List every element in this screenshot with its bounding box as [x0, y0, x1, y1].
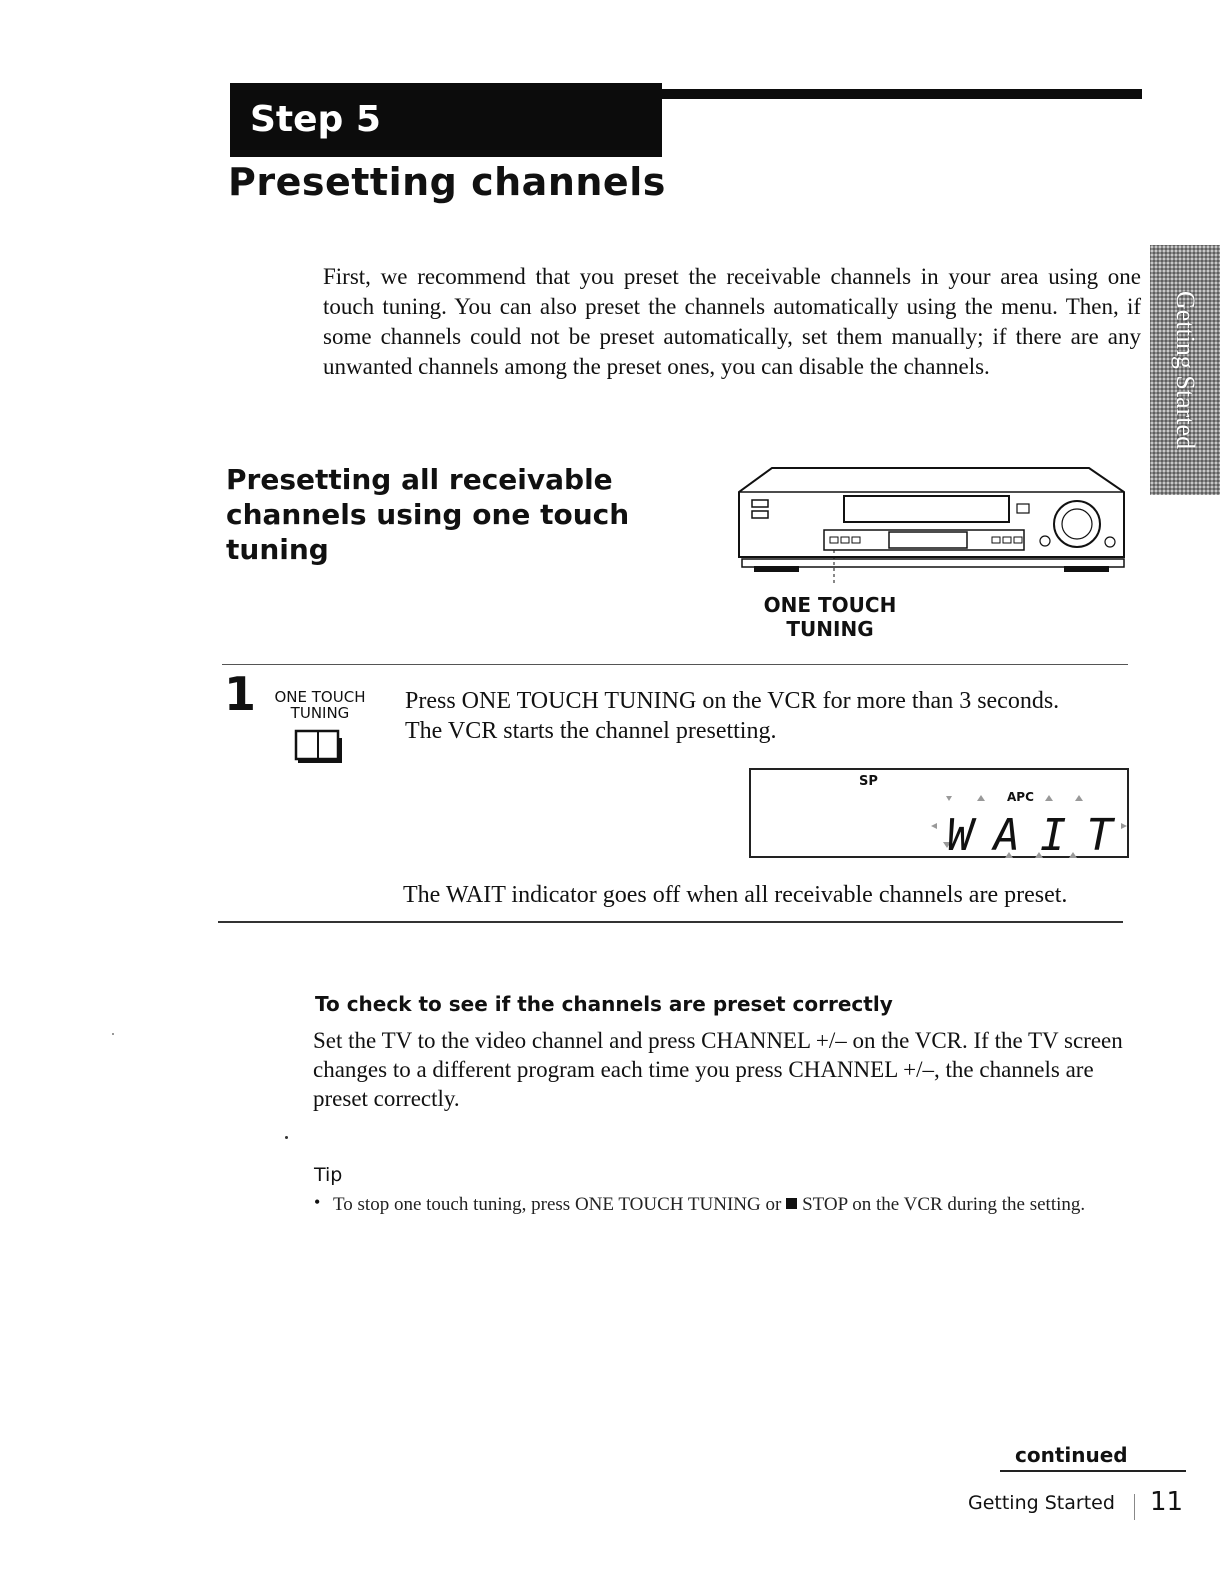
stop-square-icon	[786, 1198, 797, 1209]
display-mode-label: SP	[859, 774, 878, 789]
page-number: 11	[1150, 1487, 1184, 1517]
tip-heading: Tip	[314, 1164, 343, 1186]
page-title: Presetting channels	[228, 160, 666, 204]
intro-paragraph: First, we recommend that you preset the receivable channels in your area using one touch tuning. You can also preset the channels automatically using the menu. Then, if some channels could not be preset automatically, set them manually; if there are any unwanted channels among the preset ones, you can disable the channels.	[323, 264, 1141, 379]
step-instruction-line-1: Press ONE TOUCH TUNING on the VCR for more than 3 seconds.	[405, 688, 1060, 714]
stray-mark	[285, 1136, 288, 1139]
tip-bullet: •	[314, 1192, 321, 1212]
section-heading: Presetting all receivable channels using one touch tuning	[226, 463, 630, 566]
step-instruction-line-2: The VCR starts the channel presetting.	[405, 718, 777, 744]
side-tab-label: Getting Started	[1171, 290, 1200, 450]
display-apc-label: APC	[1007, 790, 1034, 804]
vcr-display-readout	[749, 768, 1139, 868]
display-wait-readout: WAIT	[947, 810, 1133, 861]
step-top-rule	[222, 664, 1128, 665]
vcr-illustration-icon	[734, 462, 1129, 587]
button-label-line-2: TUNING	[290, 704, 350, 722]
callout-line-1: ONE TOUCH	[763, 593, 897, 617]
button-label	[268, 689, 372, 721]
tip-text	[333, 1192, 1123, 1217]
check-heading: To check to see if the channels are preset correctly	[315, 992, 893, 1016]
step-instructions	[405, 686, 1125, 746]
footer-separator	[1134, 1494, 1135, 1520]
footer-section-name: Getting Started	[968, 1492, 1115, 1514]
continued-label: continued	[1015, 1443, 1128, 1467]
stray-mark-2	[112, 1033, 114, 1035]
callout-line-2: TUNING	[786, 617, 874, 641]
check-body: Set the TV to the video channel and press CHANNEL +/– on the VCR. If the TV screen changes to a different program each time you press CHANNEL +/–, the channels are preset correctly.	[313, 1028, 1123, 1111]
step-bottom-rule	[218, 921, 1123, 923]
step-badge: Step 5	[230, 83, 662, 157]
continued-rule	[1000, 1470, 1186, 1472]
one-touch-tuning-button-icon	[293, 728, 345, 764]
tip-text-before: To stop one touch tuning, press ONE TOUCH TUNING or	[333, 1194, 782, 1215]
section-side-tab[interactable]	[1150, 245, 1220, 495]
header-rule	[662, 89, 1142, 99]
step-number: 1	[224, 667, 257, 721]
button-label-line-1: ONE TOUCH	[274, 688, 366, 706]
tip-text-after: STOP on the VCR during the setting.	[802, 1194, 1086, 1215]
one-touch-tuning-callout	[740, 593, 920, 641]
step-result: The WAIT indicator goes off when all receivable channels are preset.	[403, 882, 1068, 908]
